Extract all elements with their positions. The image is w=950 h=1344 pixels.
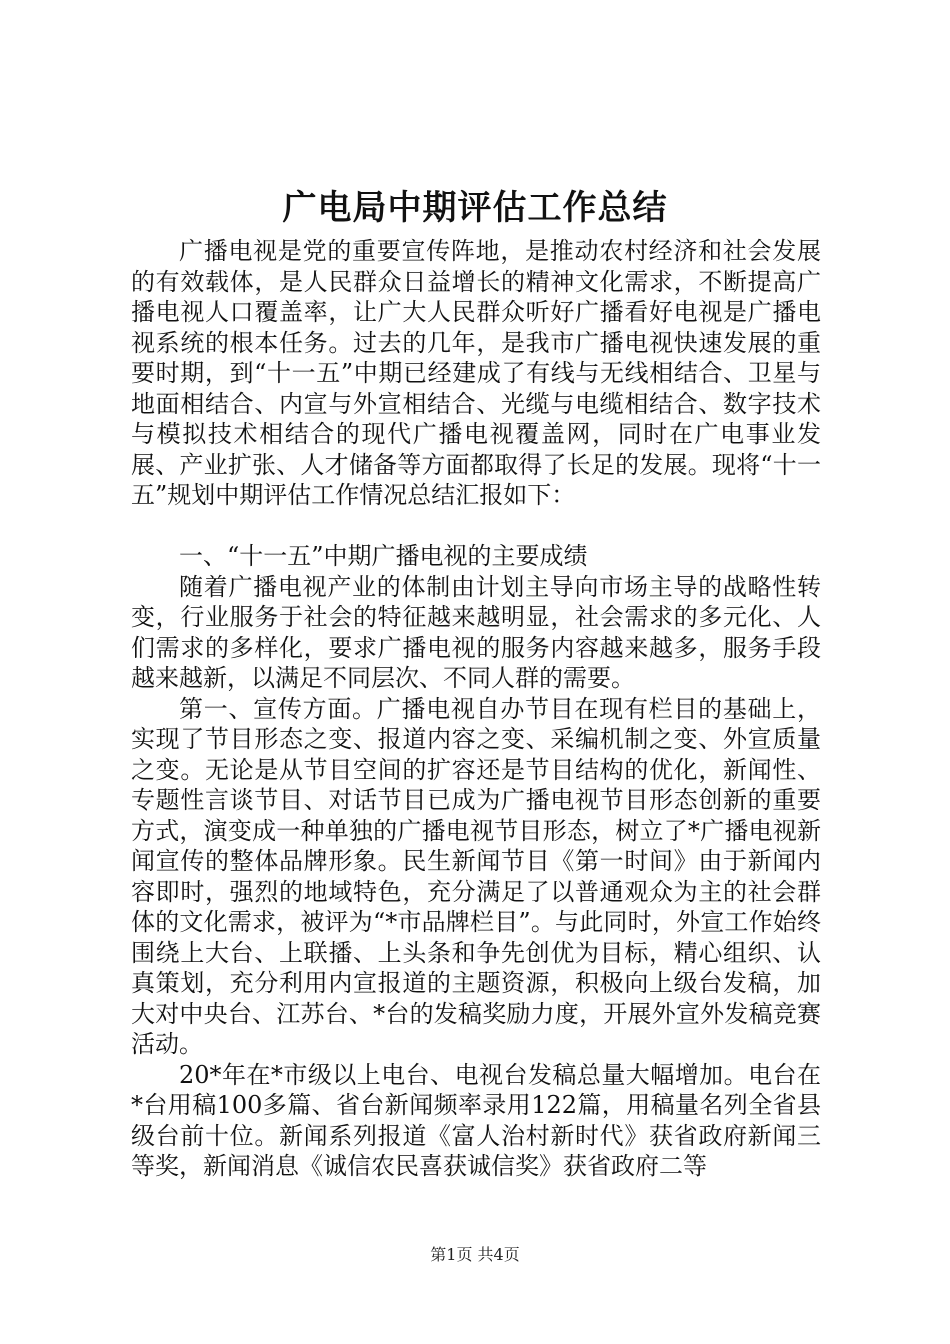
paragraph-spacer (131, 511, 821, 542)
body-paragraph: 随着广播电视产业的体制由计划主导向市场主导的战略性转变，行业服务于社会的特征越来越明显，社会需求的多元化、人们需求的多样化，要求广播电视的服务内容越来越多，服务手段越来越新，以满足不同层次、不同人群的需要。 (131, 572, 821, 692)
body-paragraph: 第一、宣传方面。广播电视自办节目在现有栏目的基础上，实现了节目形态之变、报道内容之变、采编机制之变、外宣质量之变。无论是从节目空间的扩容还是节目结构的优化，新闻性、专题性言谈节目、对话节目已成为广播电视节目形态创新的重要方式，演变成一种单独的广播电视节目形态，树立了*广播电视新闻宣传的整体品牌形象。民生新闻节目《第一时间》由于新闻内容即时，强烈的地域特色，充分满足了以普通观众为主的社会群体的文化需求，被评为“*市品牌栏目”。与此同时，外宣工作始终围绕上大台、上联播、上头条和争先创优为目标，精心组织、认真策划，充分利用内宣报道的主题资源，积极向上级台发稿，加大对中央台、江苏台、*台的发稿奖励力度，开展外宣外发稿竞赛活动。 (131, 694, 821, 1058)
page-number: 第1页 共4页 (430, 1245, 520, 1264)
document-title: 广电局中期评估工作总结 (282, 188, 668, 228)
body-paragraph: 20*年在*市级以上电台、电视台发稿总量大幅增加。电台在*台用稿100多篇、省台新闻频率录用122篇，用稿量名列全省县级台前十位。新闻系列报道《富人治村新时代》获省政府新闻三等奖，新闻消息《诚信农民喜获诚信奖》获省政府二等 (131, 1060, 821, 1180)
document-body (131, 236, 821, 1182)
section-heading: 一、“十一五”中期广播电视的主要成绩 (179, 542, 588, 570)
intro-paragraph: 广播电视是党的重要宣传阵地，是推动农村经济和社会发展的有效载体，是人民群众日益增长的精神文化需求，不断提高广播电视人口覆盖率，让广大人民群众听好广播看好电视是广播电视系统的根本任务。过去的几年，是我市广播电视快速发展的重要时期，到“十一五”中期已经建成了有线与无线相结合、卫星与地面相结合、内宣与外宣相结合、光缆与电缆相结合、数字技术与模拟技术相结合的现代广播电视覆盖网，同时在广电事业发展、产业扩张、人才储备等方面都取得了长足的发展。现将“十一五”规划中期评估工作情况总结汇报如下： (131, 237, 821, 509)
